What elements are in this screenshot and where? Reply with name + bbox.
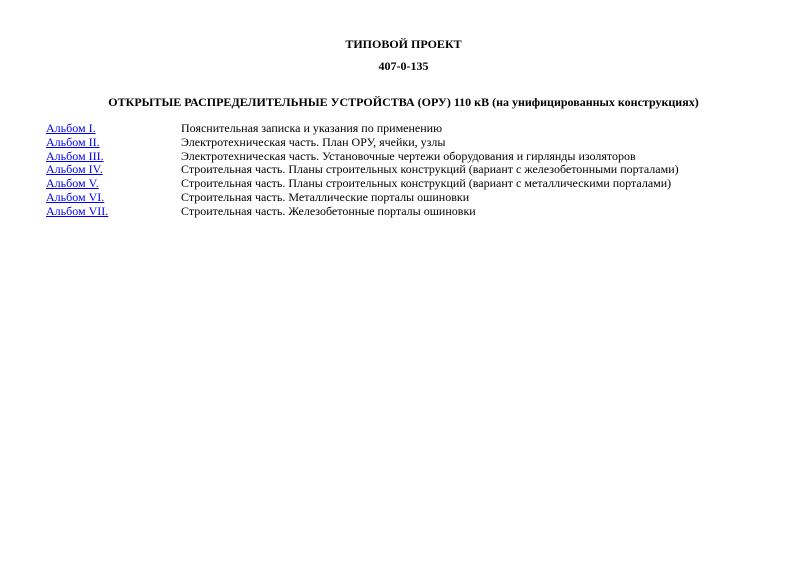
list-item	[46, 191, 786, 205]
album-link-7[interactable]: Альбом VII.	[46, 203, 109, 218]
album-description: Строительная часть. Планы строительных конструкций (вариант с металлическими порталами)	[181, 176, 672, 191]
album-link-6[interactable]: Альбом VI.	[46, 189, 105, 204]
album-description: Строительная часть. Металлические порталы ошиновки	[181, 189, 470, 204]
album-description: Строительная часть. Железобетонные порталы ошиновки	[181, 203, 476, 218]
project-number: 407-0-135	[378, 59, 429, 73]
album-link-2[interactable]: Альбом II.	[46, 134, 100, 149]
album-description: Электротехническая часть. Установочные чертежи оборудования и гирлянды изоляторов	[181, 148, 636, 163]
album-link-5[interactable]: Альбом V.	[46, 176, 99, 191]
document-title: ТИПОВОЙ ПРОЕКТ	[345, 37, 462, 51]
album-list	[46, 122, 786, 219]
album-description: Строительная часть. Планы строительных конструкций (вариант с железобетонными порталами)	[181, 162, 679, 177]
list-item	[46, 163, 786, 177]
project-subject: ОТКРЫТЫЕ РАСПРЕДЕЛИТЕЛЬНЫЕ УСТРОЙСТВА (ОРУ) 110 кВ (на унифицированных конструкциях)	[108, 95, 699, 109]
album-link-1[interactable]: Альбом I.	[46, 121, 96, 135]
album-description: Электротехническая часть. План ОРУ, ячейки, узлы	[181, 134, 446, 149]
list-item	[46, 122, 786, 136]
album-link-3[interactable]: Альбом III.	[46, 148, 104, 163]
album-link-4[interactable]: Альбом IV.	[46, 162, 103, 177]
list-item	[46, 136, 786, 150]
list-item	[46, 205, 786, 219]
album-description: Пояснительная записка и указания по применению	[181, 121, 443, 135]
list-item	[46, 177, 786, 191]
list-item	[46, 150, 786, 164]
